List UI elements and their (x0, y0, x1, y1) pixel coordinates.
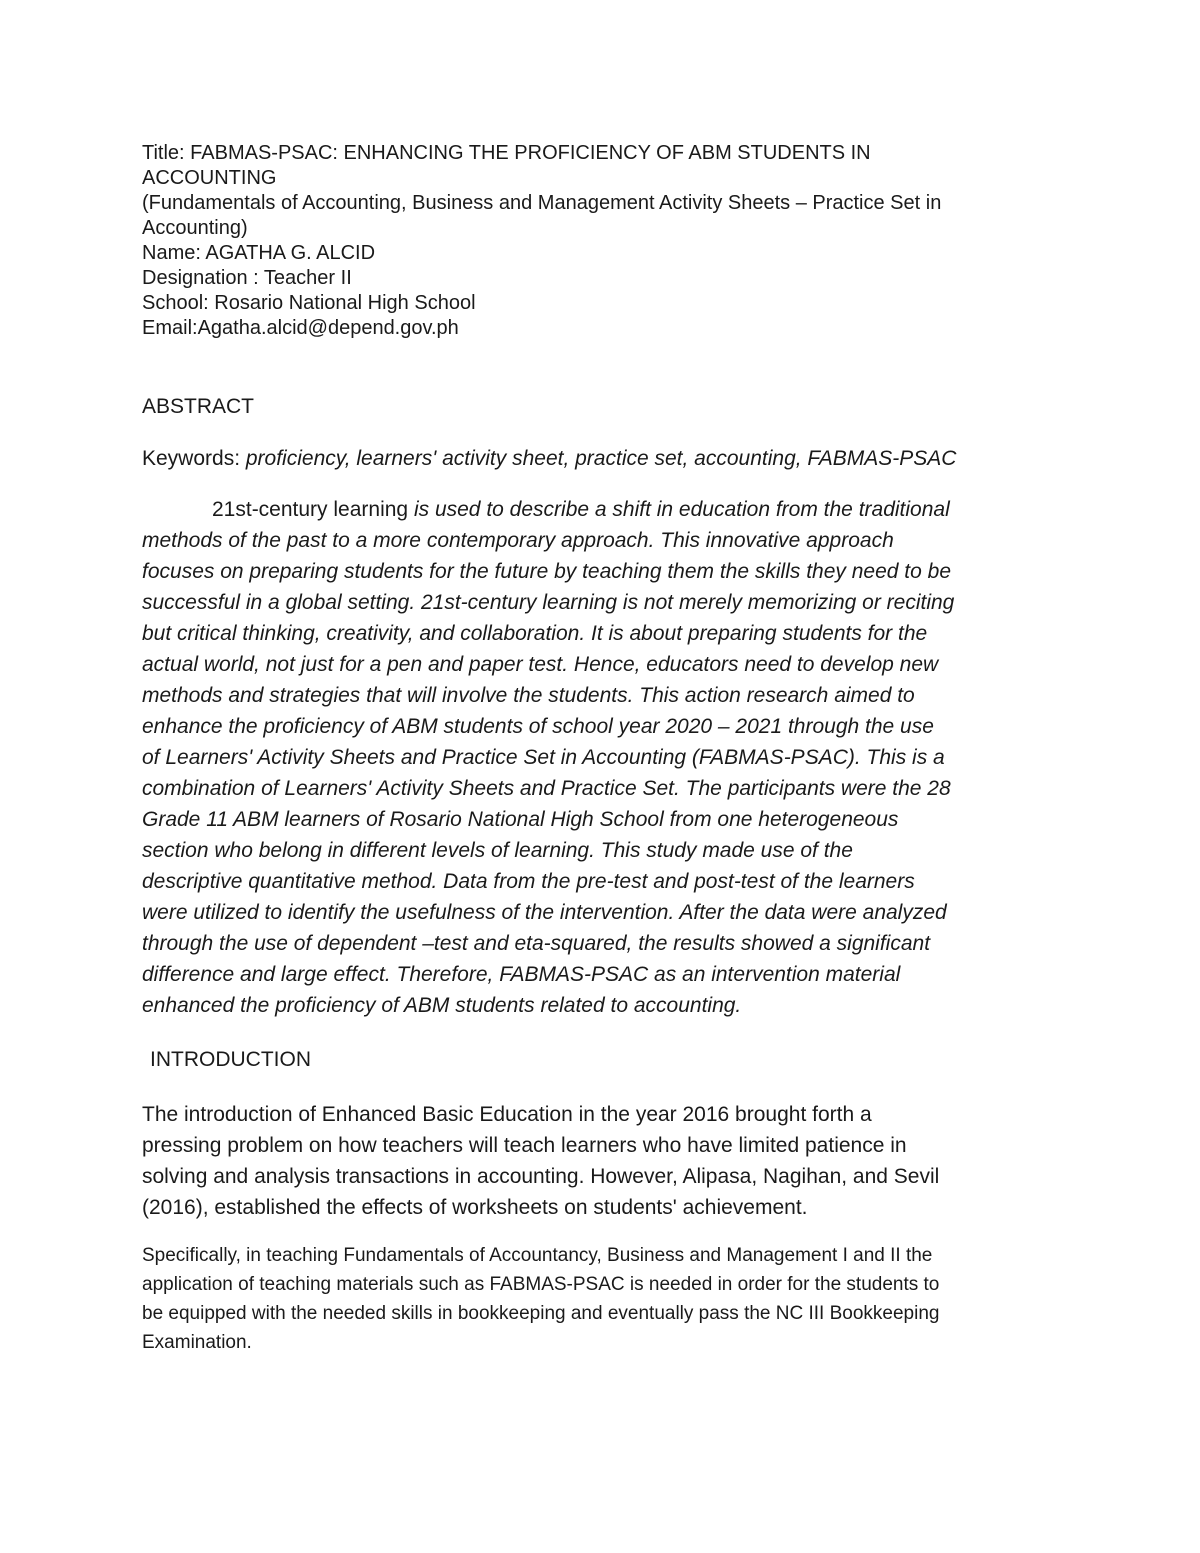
intro-line: application of teaching materials such as FABMAS-PSAC is needed in order for the students to (142, 1274, 940, 1295)
abstract-line: enhanced the proficiency of ABM students related to accounting. (142, 994, 742, 1017)
subtitle-line-1: (Fundamentals of Accounting, Business and Management Activity Sheets – Practice Set in (142, 192, 942, 214)
abstract-line: but critical thinking, creativity, and collaboration. It is about preparing students for the (142, 622, 928, 645)
introduction-paragraph-2 (142, 1241, 1062, 1357)
intro-line: pressing problem on how teachers will teach learners who have limited patience in (142, 1134, 907, 1157)
keywords-label: Keywords: (142, 447, 246, 470)
abstract-line: difference and large effect. Therefore, FABMAS-PSAC as an intervention material (142, 963, 901, 986)
abstract-line: were utilized to identify the usefulness of the intervention. After the data were analyzed (142, 901, 947, 924)
author-school: School: Rosario National High School (142, 292, 476, 314)
abstract-line: Grade 11 ABM learners of Rosario National High School from one heterogeneous (142, 808, 899, 831)
document-content (142, 141, 1062, 1357)
abstract-line: through the use of dependent –test and eta-squared, the results showed a significant (142, 932, 931, 955)
introduction-paragraph-1 (142, 1099, 1062, 1223)
introduction-heading: INTRODUCTION (150, 1048, 311, 1071)
author-email: Email:Agatha.alcid@depend.gov.ph (142, 317, 459, 339)
abstract-line: focuses on preparing students for the future by teaching them the skills they need to be (142, 560, 951, 583)
abstract-line: of Learners' Activity Sheets and Practice Set in Accounting (FABMAS-PSAC). This is a (142, 746, 945, 769)
abstract-line: enhance the proficiency of ABM students of school year 2020 – 2021 through the use (142, 715, 934, 738)
abstract-line: methods of the past to a more contemporary approach. This innovative approach (142, 529, 894, 552)
abstract-line: descriptive quantitative method. Data from the pre-test and post-test of the learners (142, 870, 915, 893)
keywords-values: proficiency, learners' activity sheet, practice set, accounting, FABMAS-PSAC (245, 447, 957, 470)
subtitle-line-2: Accounting) (142, 217, 248, 239)
intro-line: Specifically, in teaching Fundamentals of Accountancy, Business and Management I and II the (142, 1245, 933, 1266)
abstract-line: methods and strategies that will involve the students. This action research aimed to (142, 684, 915, 707)
author-designation: Designation : Teacher II (142, 267, 352, 289)
abstract-line: section who belong in different levels of learning. This study made use of the (142, 839, 853, 862)
intro-line: (2016), established the effects of worksheets on students' achievement. (142, 1196, 808, 1219)
abstract-heading: ABSTRACT (142, 395, 255, 418)
abstract-body (142, 494, 1062, 1021)
abstract-line-text: is used to describe a shift in education from the traditional (413, 498, 950, 521)
author-name: Name: AGATHA G. ALCID (142, 242, 376, 264)
abstract-line: actual world, not just for a pen and paper test. Hence, educators need to develop new (142, 653, 939, 676)
abstract-line (142, 494, 1062, 525)
intro-line: solving and analysis transactions in accounting. However, Alipasa, Nagihan, and Sevil (142, 1165, 940, 1188)
paper-header (142, 141, 1062, 341)
intro-line: Examination. (142, 1332, 252, 1353)
keywords-line (142, 446, 1062, 472)
intro-line: The introduction of Enhanced Basic Education in the year 2016 brought forth a (142, 1103, 872, 1126)
abstract-line: combination of Learners' Activity Sheets and Practice Set. The participants were the 28 (142, 777, 951, 800)
intro-line: be equipped with the needed skills in bookkeeping and eventually pass the NC III Bookkeeping (142, 1303, 940, 1324)
abstract-line: successful in a global setting. 21st-century learning is not merely memorizing or reciting (142, 591, 955, 614)
abstract-lead: 21st-century learning (212, 498, 414, 521)
title-line-2: ACCOUNTING (142, 167, 277, 189)
title-line-1: Title: FABMAS-PSAC: ENHANCING THE PROFICIENCY OF ABM STUDENTS IN (142, 142, 871, 164)
